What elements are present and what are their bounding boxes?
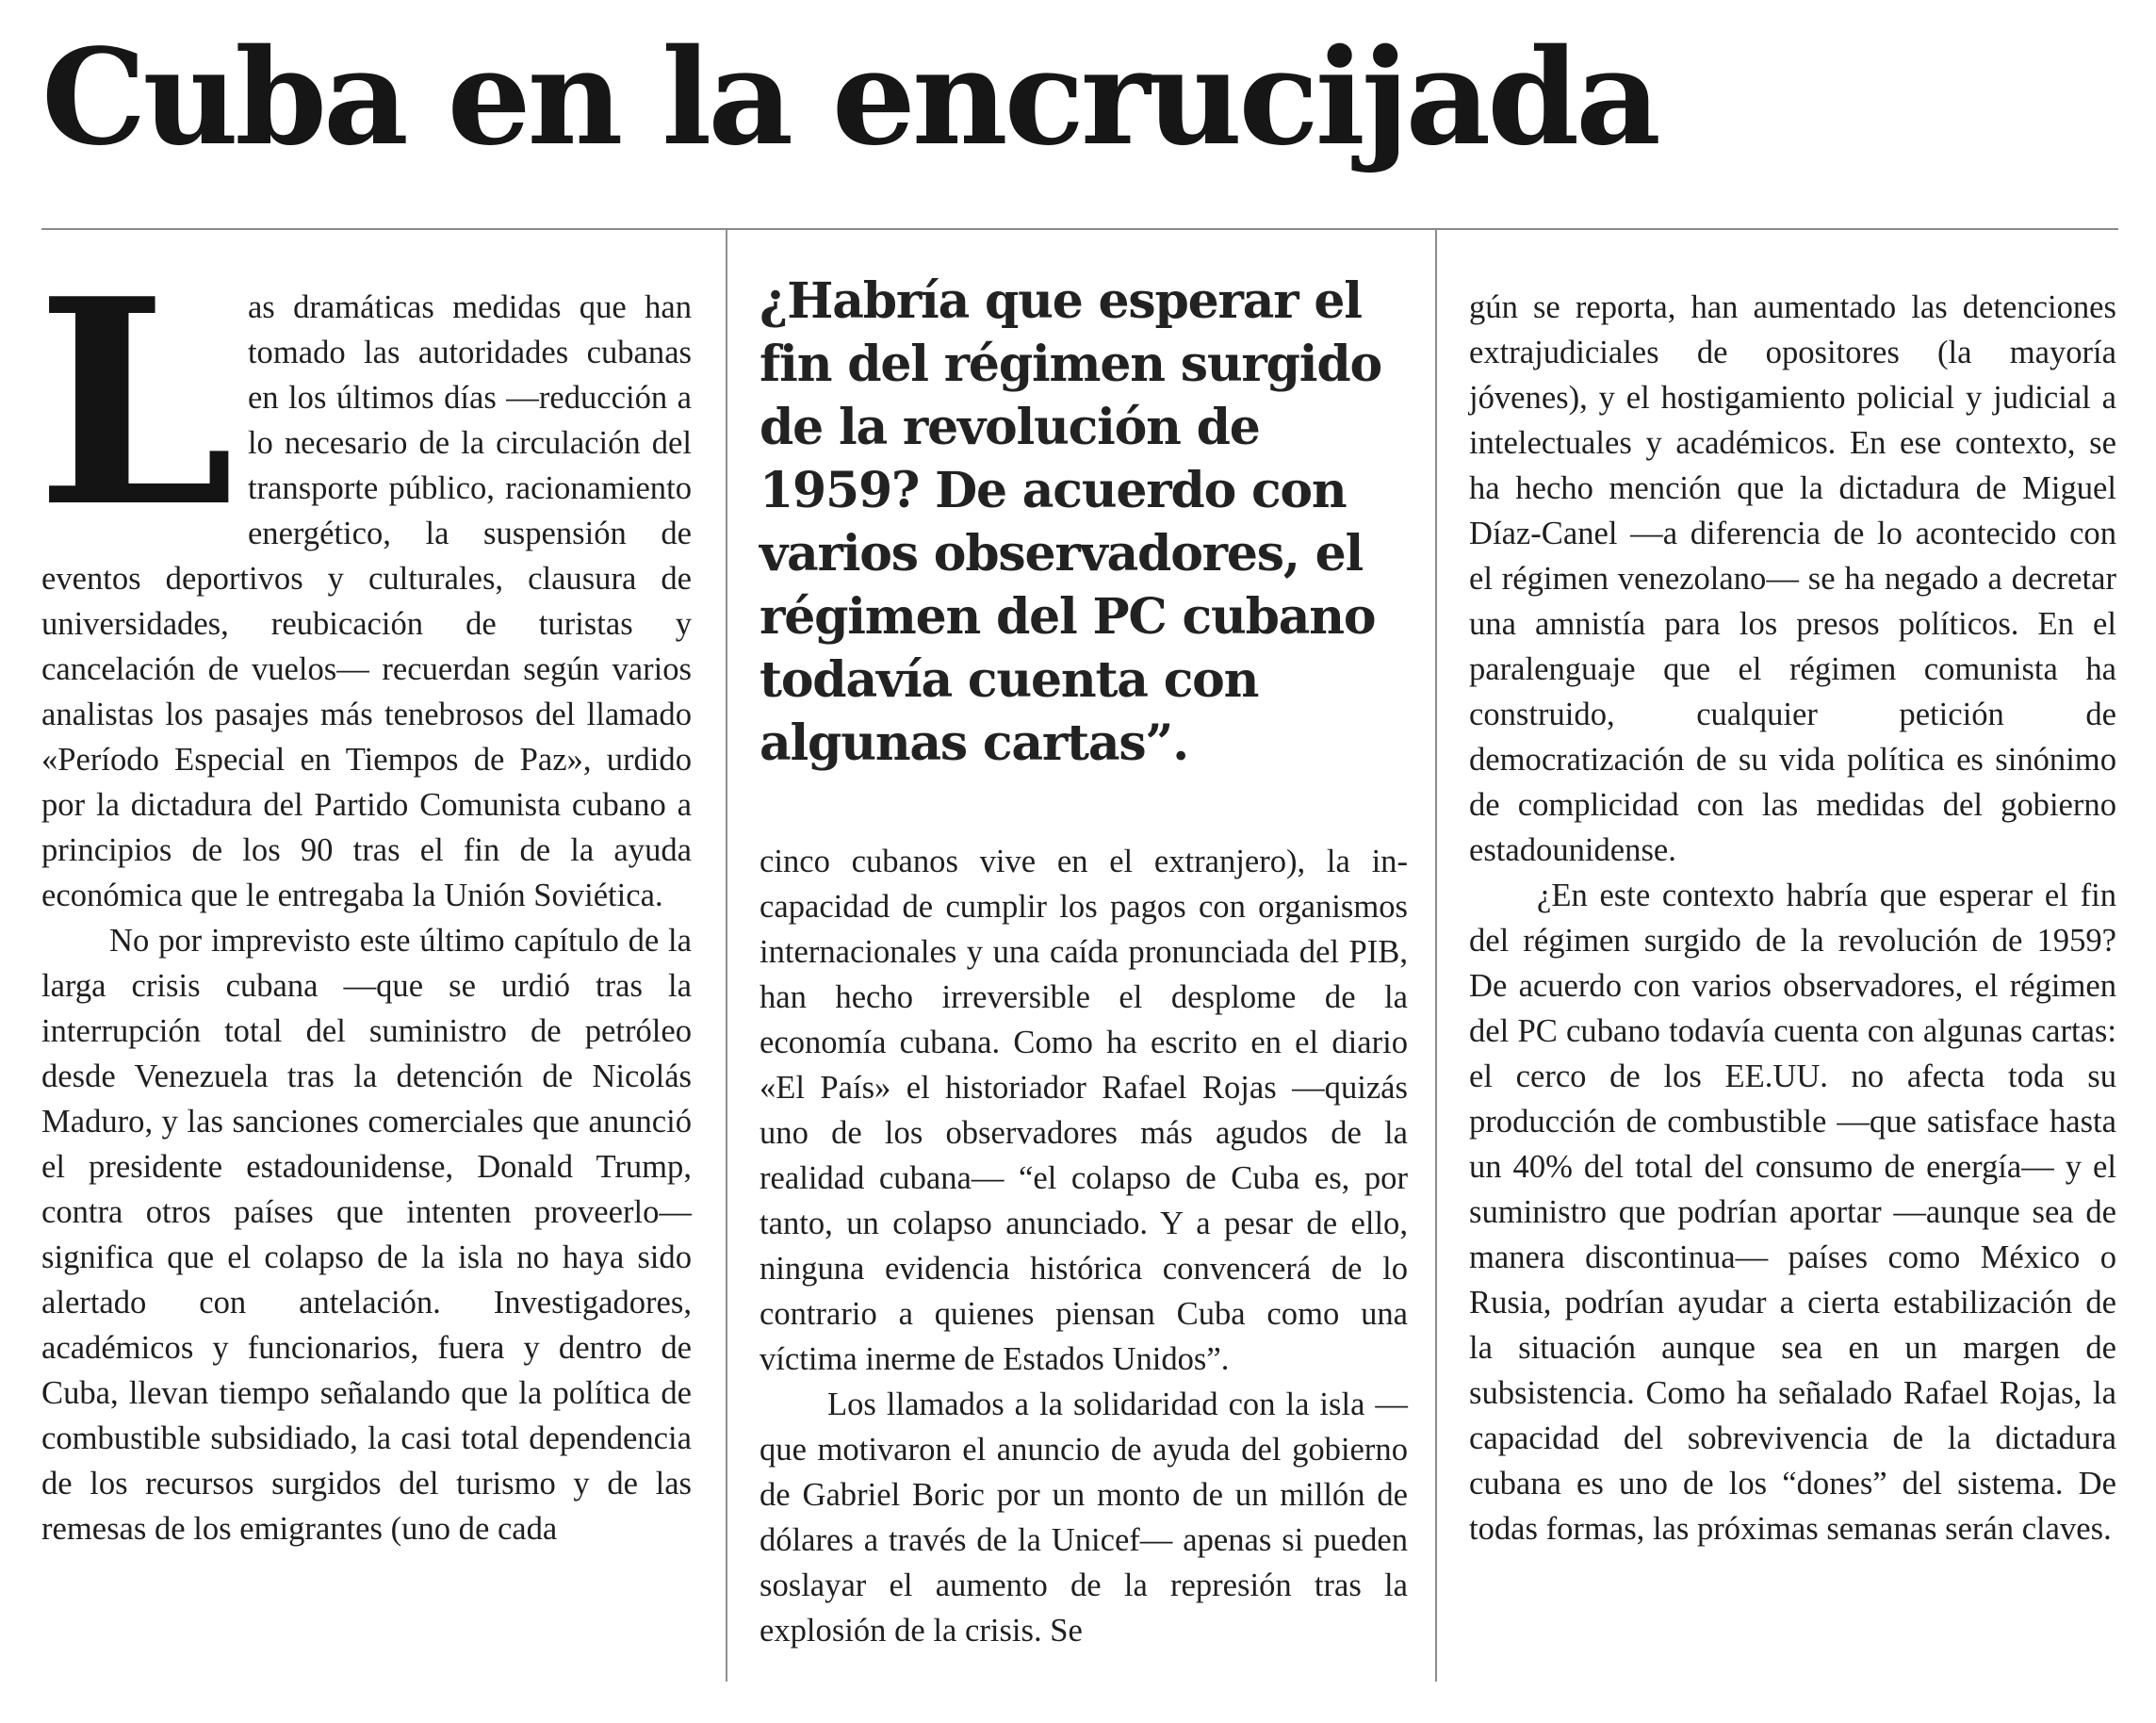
drop-cap: L xyxy=(36,237,235,569)
article-column-2 xyxy=(760,839,1408,1653)
column1-paragraph-1: as dramáticas medidas que han tomado las autoridades cubanas en los últimos días —reducción a lo necesario de la circulación del transporte público, racionamiento energético, la suspensión de eventos deportivos y culturales, clausura de universidades, reubicación de turistas y cancelación de vuelos— recuerdan según varios analistas los pasajes más tenebrosos del llamado «Período Especial en Tiempos de Paz», urdido por la dictadura del Partido Comunista cubano a principios de los 90 tras el fin de la ayuda económica que le entregaba la Unión Soviética. xyxy=(41,289,692,913)
column-divider-2 xyxy=(1435,230,1437,1682)
pull-quote: ¿Habría que esperar el fin del régimen surgido de la revolución de 1959? De acuerdo con varios observadores, el régimen del PC cubano todavía cuenta con algunas cartas”. xyxy=(760,272,1381,772)
column3-paragraph-1: gún se reporta, han aumentado las detenciones extrajudiciales de opositores (la mayoría jóvenes), y el hostigamiento policial y judicial a intelectuales y académicos. En ese contexto, se ha hecho mención que la dictadura de Miguel Díaz-Canel —a diferencia de lo acontecido con el régimen venezolano— se ha negado a decretar una amnistía para los presos políticos. En el paralenguaje que el régimen comunista ha construido, cualquier petición de democratización de su vida política es sinónimo de complicidad con las medidas del gobierno estadounidense. xyxy=(1469,289,2116,868)
headline-rule xyxy=(41,228,2118,230)
column3-paragraph-2: ¿En este contexto habría que esperar el fin del régimen surgido de la revolución de 1959? De acuerdo con varios observadores, el régimen del PC cubano todavía cuenta con algunas cartas: el cerco de los EE.UU. no afecta toda su producción de combustible —que satisface hasta un 40% del total del consumo de energía— y el suministro que podrían aportar —aunque sea de manera discontinua— países como México o Rusia, podrían ayudar a cierta estabilización de la situación aunque sea en un margen de subsistencia. Como ha señalado Rafael Rojas, la capacidad del sobrevivencia de la dictadura cubana es uno de los “dones” del sistema. De todas formas, las próximas semanas serán claves. xyxy=(1469,878,2116,1547)
column2-paragraph-2: Los llamados a la solidaridad con la isla —que motivaron el anuncio de ayuda del gobierno de Gabriel Boric por un monto de un millón de dólares a través de la Unicef— apenas si pueden soslayar el aumento de la represión tras la explosión de la crisis. Se xyxy=(760,1387,1408,1649)
article-column-3 xyxy=(1469,285,2116,1551)
headline: Cuba en la encrucijada xyxy=(41,21,1658,175)
column2-paragraph-1: cinco cubanos vive en el extranjero), la incapacidad de cumplir los pagos con organismos internacionales y una caída pronunciada del PIB, han hecho irreversible el desplome de la economía cubana. Como ha escrito en el diario «El País» el historiador Rafael Rojas —quizás uno de los observadores más agudos de la realidad cubana— “el colapso de Cuba es, por tanto, un colapso anunciado. Y a pesar de ello, ninguna evidencia histórica convencerá de lo contrario a quienes piensan Cuba como una víctima inerme de Estados Unidos”. xyxy=(760,844,1408,1377)
article-column-1 xyxy=(36,237,692,1551)
column-divider-1 xyxy=(726,230,727,1682)
column1-paragraph-2: No por imprevisto este último capítulo de la larga crisis cubana —que se urdió tras la interrupción total del suministro de petróleo desde Venezuela tras la detención de Nicolás Maduro, y las sanciones comerciales que anunció el presidente estadounidense, Donald Trump, contra otros países que intenten proveerlo— significa que el colapso de la isla no haya sido alertado con antelación. Investigadores, académicos y funcionarios, fuera y dentro de Cuba, llevan tiempo señalando que la política de combustible subsidiado, la casi total dependencia de los recursos surgidos del turismo y de las remesas de los emigrantes (uno de cada xyxy=(41,923,692,1547)
